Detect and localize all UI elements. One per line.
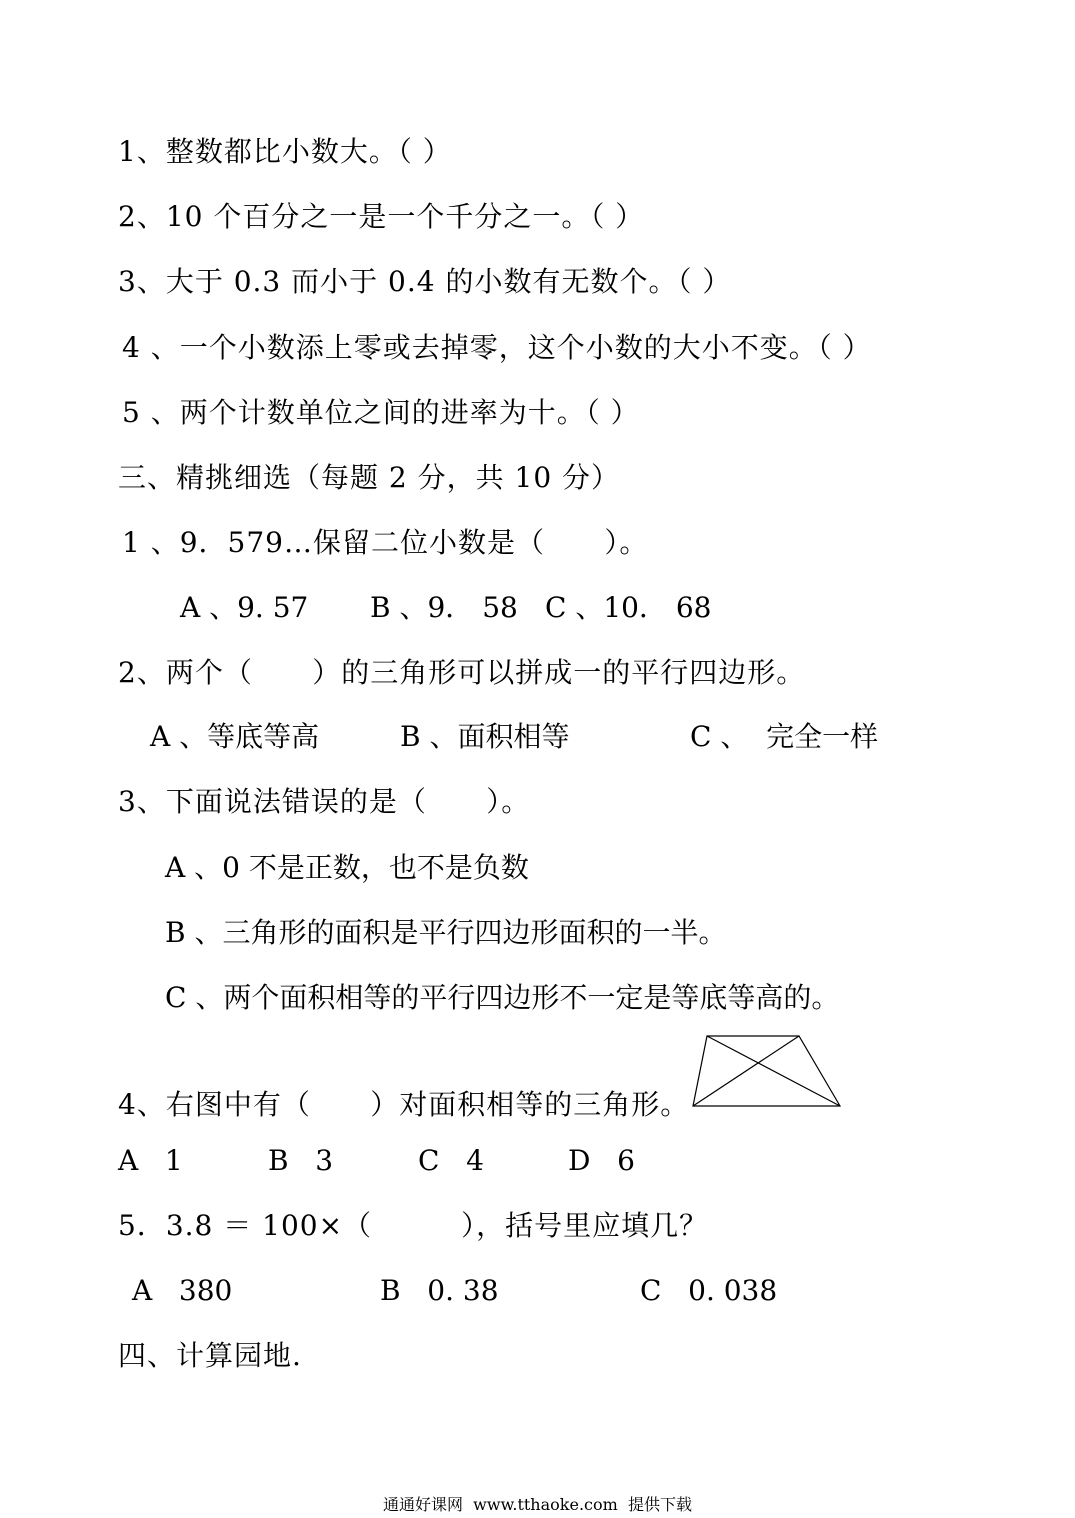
- section-4-heading: 四、计算园地.: [118, 1339, 302, 1372]
- judge-item-5: 5 、两个计数单位之间的进率为十。（ ）: [122, 396, 640, 429]
- q4-option-a: A 1: [118, 1144, 183, 1177]
- trapezoid-diagram: [688, 1032, 848, 1112]
- q4-stem: 4、右图中有（ ）对面积相等的三角形。: [118, 1088, 690, 1121]
- q2-option-a: A 、等底等高: [150, 720, 320, 753]
- q1-stem: 1 、9．579…保留二位小数是（ ）。: [122, 526, 649, 559]
- trapezoid-outline: [693, 1036, 840, 1106]
- q4-option-c: C 4: [418, 1144, 484, 1177]
- q3-option-b: B 、三角形的面积是平行四边形面积的一半。: [165, 916, 727, 949]
- q5-stem: 5．3.8 ＝ 100×（ ），括号里应填几？: [118, 1209, 709, 1242]
- judge-item-3: 3、大于 0.3 而小于 0.4 的小数有无数个。（ ）: [118, 265, 732, 298]
- q1-option-a: A 、9. 57: [180, 591, 309, 624]
- q1-option-c: C 、10． 68: [545, 591, 712, 624]
- q5-option-a: A 380: [132, 1274, 233, 1307]
- q2-option-c: C 、 完全一样: [690, 720, 879, 753]
- q5-option-b: B 0. 38: [380, 1274, 499, 1307]
- q4-option-b: B 3: [268, 1144, 334, 1177]
- q3-option-c: C 、两个面积相等的平行四边形不一定是等底等高的。: [165, 981, 840, 1014]
- section-3-heading: 三、精挑细选（每题 2 分，共 10 分）: [118, 461, 621, 494]
- q1-option-b: B 、9． 58: [370, 591, 518, 624]
- q5-option-c: C 0. 038: [640, 1274, 778, 1307]
- q3-option-a: A 、0 不是正数，也不是负数: [165, 851, 529, 884]
- trapezoid-diagonal-2: [693, 1036, 799, 1106]
- judge-item-1: 1、整数都比小数大。（ ）: [118, 135, 452, 168]
- q2-option-b: B 、面积相等: [400, 720, 570, 753]
- q4-option-d: D 6: [568, 1144, 635, 1177]
- footer-watermark: 通通好课网 www.tthaoke.com 提供下载: [383, 1495, 692, 1514]
- q2-stem: 2、两个（ ）的三角形可以拼成一的平行四边形。: [118, 656, 806, 689]
- judge-item-2: 2、10 个百分之一是一个千分之一。（ ）: [118, 200, 645, 233]
- q3-stem: 3、下面说法错误的是（ ）。: [118, 785, 531, 818]
- judge-item-4: 4 、一个小数添上零或去掉零，这个小数的大小不变。（ ）: [122, 331, 872, 364]
